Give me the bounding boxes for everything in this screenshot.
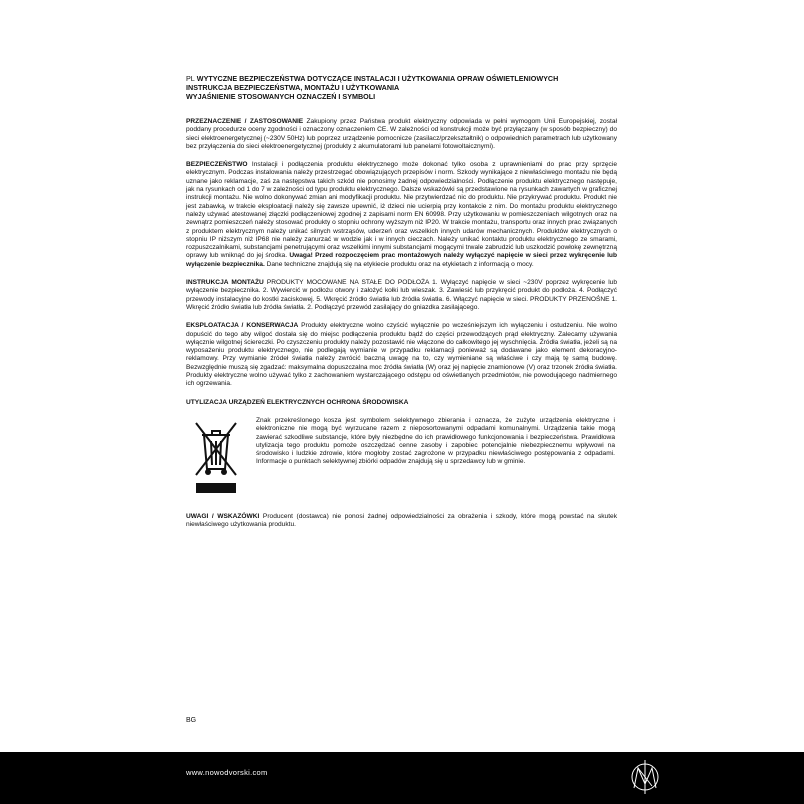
section-label: INSTRUKCJA MONTAŻU xyxy=(186,279,264,287)
section-przeznaczenie xyxy=(186,118,617,151)
website-link[interactable]: www.nowodvorski.com xyxy=(186,768,268,777)
section-label: UWAGI / WSKAZÓWKI xyxy=(186,512,260,520)
weee-text: Znak przekreślonego kosza jest symbolem selektywnego zbierania i oznacza, że zużyte urządzenia elektryczne i elektroniczne nie mogą być wyrzucane razem z nieposortowanymi odpadami komunalnymi. Urządzenia takie mogą zawierać szkodliwe substancje, które były niezbędne do ich prawidłowego funkcjonowania i bezpieczeństwa. Prawidłowa utylizacja tego produktu pomoże oszczędzać cenne zasoby i zapobiec potencjalnie niebezpiecznemu wpływowi na środowisko i ludzkie zdrowie, które mogłoby zostać zagrożone w przypadku niewłaściwego postępowania z odpadami. Informacje o punktach selektywnej zbiórki odpadów znajdują się u sprzedawcy lub w gminie. xyxy=(256,416,615,466)
section-text-continued: Dane techniczne znajdują się na etykiecie produktu oraz na etykietach z informacją o mocy. xyxy=(264,260,534,268)
weee-section xyxy=(186,417,617,505)
section-label: BEZPIECZEŃSTWO xyxy=(186,161,248,169)
crossed-out-bin-icon xyxy=(192,417,240,495)
weee-title: UTYLIZACJA URZĄDZEŃ ELEKTRYCZNYCH OCHRONA ŚRODOWISKA xyxy=(186,398,409,406)
section-text: Producent (dostawca) nie ponosi żadnej odpowiedzialności za obrażenia i szkody, które mogą powstać na skutek niewłaściwego użytkowania produktu. xyxy=(186,512,617,529)
next-language-label: BG xyxy=(186,717,197,724)
section-eksploatacja xyxy=(186,322,617,388)
section-text: PRODUKTY MOCOWANE NA STAŁE DO PODŁOŻA 1. Wyłączyć napięcie w sieci ~230V poprzez wykręcenie lub wyłączenie bezpiecznika. 2. Wywiercić w podłożu otwory i założyć kołki lub wieszak. 3. Zawiesić lub przykręcić produkt do podłoża. 4. Podłączyć przewody instalacyjne do kostki zaciskowej. 5. Wkręcić źródło światła lub źródła światła. 6. Włączyć napięcie w sieci. PRODUKTY PRZENOŚNE 1. Wkręcić źródło światła lub źródła światła. 2. Podłączyć przewód zasilający do gniazdka zasilającego. xyxy=(186,279,618,311)
section-text: Produkty elektryczne wolno czyścić wyłącznie po wcześniejszym ich wyłączeniu i ostudzeniu. Nie wolno dopuścić do tego aby wilgoć dostała się do miejsc podłączenia produktu bądź do części przewodzących prąd elektryczny. Zalecamy używania wyłącznie wilgotnej ściereczki. Po czyszczeniu produkty należy pozostawić nie włączone do całkowitego jej wyschnięcia. Źródła światła, jeżeli są na wyposażeniu produktu elektrycznego, nie podlegają wymianie w przypadku reklamacji ponieważ są dodawane jako element dekoracyjno-reklamowy. Przy wymianie źródeł światła należy zwrócić baczną uwagę na to, czy wymieniane są właściwe i czy mają tę samą budowę. Bezwzględnie muszą się zgadzać: maksymalna dopuszczalna moc źródła światła (W) oraz jej napięcie znamionowe (V) oraz trzonek źródła światła. Produkty elektryczne wolno używać tylko z zachowaniem wystarczającego odstępu od oświetlanych przedmiotów, nie powodującego nadmiernego ich ogrzewania. xyxy=(186,322,617,388)
brand-monogram-icon xyxy=(624,756,666,798)
section-bezpieczenstwo xyxy=(186,161,617,269)
section-label: PRZEZNACZENIE / ZASTOSOWANIE xyxy=(186,118,304,125)
heading-line-1 xyxy=(186,74,617,83)
safety-warning: Uwaga! Przed rozpoczęciem prac montażowych należy wyłączyć napięcie w sieci przez wykręcenie lub wyłączenie bezpiecznika. xyxy=(186,252,617,268)
document-heading xyxy=(186,74,617,101)
heading-line-2: INSTRUKCJA BEZPIECZEŃSTWA, MONTAŻU I UŻYTKOWANIA xyxy=(186,83,400,92)
language-code: PL xyxy=(186,74,195,83)
section-label: EKSPLOATACJA / KONSERWACJA xyxy=(186,322,299,330)
section-text: Instalacji i podłączenia produktu elektrycznego może dokonać tylko osoba z uprawnieniami do prac przy sprzęcie elektrycznym. Podczas instalowania należy przestrzegać obowiązujących przepisów i norm. Szkody wynikające z niewłaściwego montażu nie będą uznane jako reklamacje, zaś za następstwa takich szkód nie ponosimy żadnej odpowiedzialności. Podłączenie produktu elektrycznego następuje, jak na rysunkach od 1 do 7 w zależności od typu produktu elektrycznego. Dalsze wskazówki są przedstawione na rysunkach zawartych w graficznej instrukcji montażu. Nie wolno dokonywać zmian ani modyfikacji produktu. Nie przytwierdzać nic do produktu. Nie przykrywać produktu. Produkt nie jest zabawką, w trakcie eksploatacji należy się zawsze upewnić, iż dzieci nie ucierpią przy kontakcie z nim. Do montażu produktu elektrycznego należy używać atestowanej złączki podłączeniowej zgodnej z zapisami norm EN 60998. Przy użytkowaniu w pomieszczeniach wilgotnych oraz na zewnątrz pomieszczeń należy stosować produkty o stopniu ochrony wyższym niż IP20. W trakcie montażu, transportu oraz innych prac związanych z produktem elektrycznym należy unikać silnych wstrząsów, uderzeń oraz wszelkich innych udarów mechanicznych. Produktów elektrycznych o stopniu IP niższym niż IP68 nie należy zanurzać w wodzie jak i w innych cieczach. Należy unikać kontaktu produktu elektrycznego ze smarami, rozpuszczalnikami, substancjami penetrującymi oraz wszelkimi innymi substancjami mogącymi trwale zabrudzić lub uszkodzić powłokę zewnętrzną oprawy lub wniknąć do jej środka. xyxy=(186,161,618,260)
section-text: Zakupiony przez Państwa produkt elektryczny odpowiada w pełni wymogom Unii Europejskiej, został poddany procedurze oceny zgodności i oznaczony oznaczeniem CE. W zależności od konstrukcji może być przyłączany (w sposób bezpieczny) do sieci elektroenergetycznej (~230V 50Hz) lub poprzez urządzenie pomocnicze (zasilacz/przekształtnik) o odpowiednich parametrach lub użytkowany bez przyłączenia do sieci elektroenergetycznej (produkty z akumulatorami lub panelami fotowoltaicznymi). xyxy=(186,118,617,150)
heading-line-3: WYJAŚNIENIE STOSOWANYCH OZNACZEŃ I SYMBOLI xyxy=(186,92,376,101)
section-uwagi xyxy=(186,513,617,530)
footer-bar xyxy=(0,752,804,804)
section-montaz xyxy=(186,279,617,312)
heading-title: WYTYCZNE BEZPIECZEŃSTWA DOTYCZĄCE INSTALACJI I UŻYTKOWANIA OPRAW OŚWIETLENIOWYCH xyxy=(196,74,559,83)
document-body xyxy=(186,74,617,540)
